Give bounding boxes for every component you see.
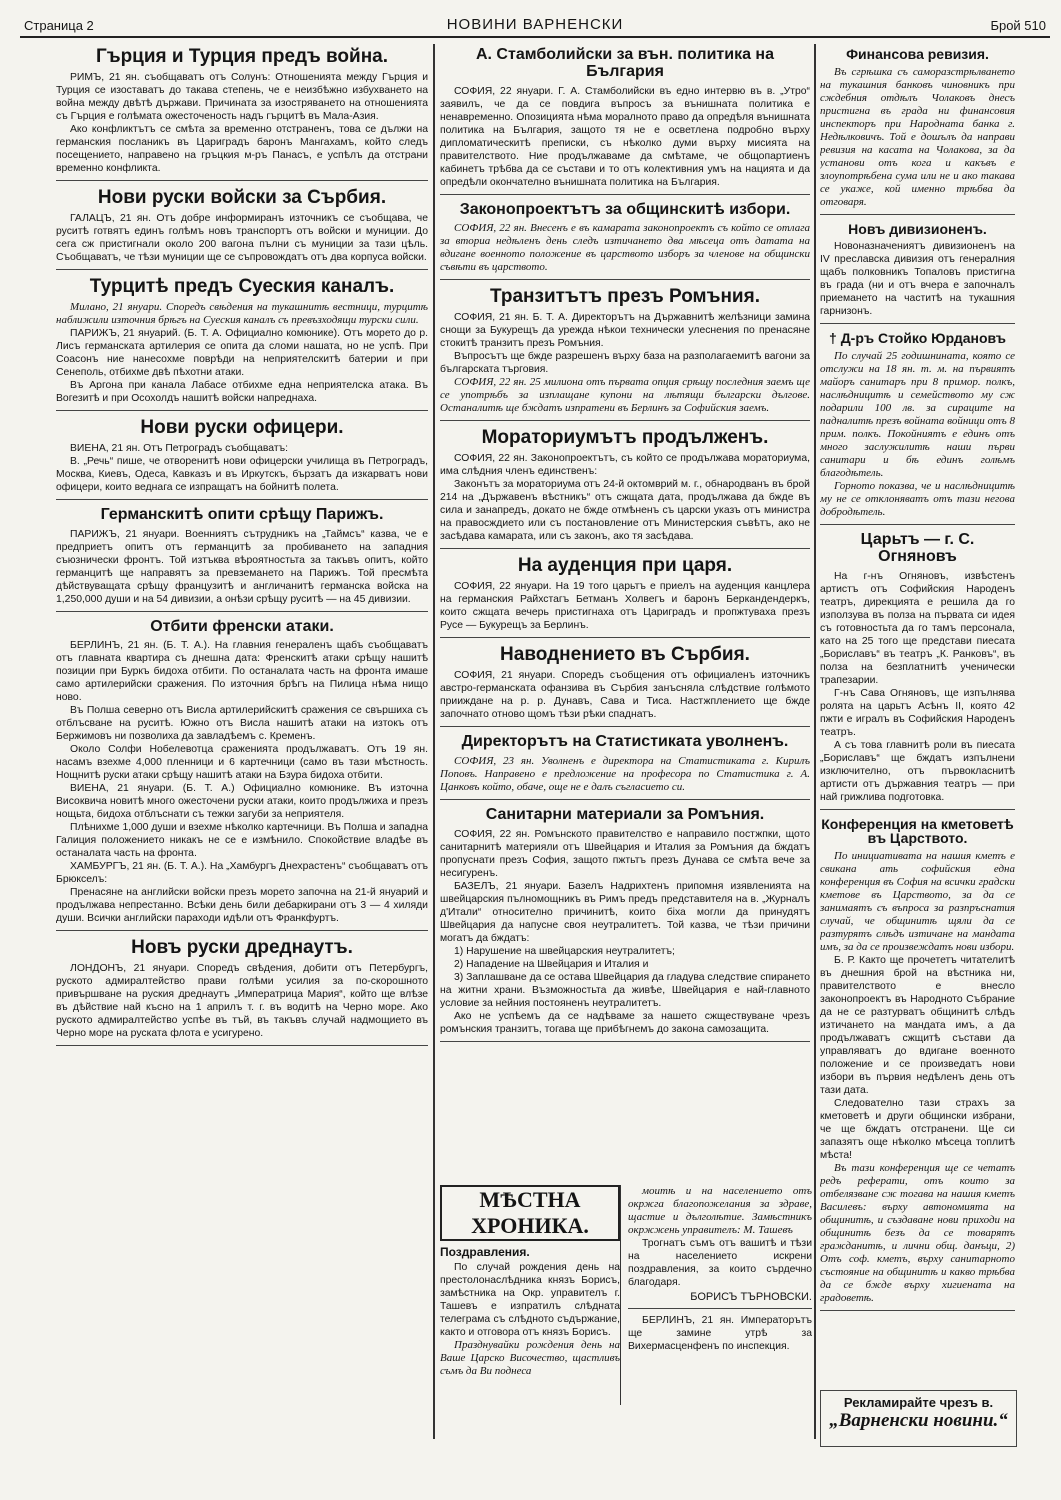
article-paragraph: СОФИЯ, 22 януари. На 19 того царьтъ е приелъ на ауденция канцлера на германския Райхстагъ Бетманъ Холвегъ и баронъ Беркандендеркъ, които сжщата вечерь пристигнаха отъ Цариградъ и пропжтуваха презъ Русе — Букурещъ за Берлинъ. xyxy=(440,581,810,632)
article xyxy=(56,188,428,270)
article-paragraph: 3) Заплашване да се остава Швейцария да гладува следствие спирането на житни храни. Възможностьта да живѣе, Швейцария е най-главното условие за нейния постояненъ неутралитетъ. xyxy=(440,971,810,1009)
article-divider xyxy=(820,214,1015,215)
article xyxy=(56,47,428,181)
article-divider xyxy=(56,180,428,181)
article-paragraph: ХАМБУРГЪ, 21 ян. (Б. Т. А.). На „Хамбургъ Днехрастенъ“ съобщаватъ отъ Брюкселъ: xyxy=(56,861,428,886)
chronicle-right-text: Трогнатъ съмъ отъ вашитѣ и тѣзи на населението искрени поздравления, за които сърдечно благодаря. xyxy=(628,1238,812,1288)
article-divider xyxy=(440,1041,810,1042)
article-headline: Царьтъ — г. С. Огняновъ xyxy=(860,531,975,565)
article-paragraph: СОФИЯ, 22 ян. Ромънското правителство е направило постжпки, щото санитарнитѣ материяли отъ Швейцария и Италия за Ромъния да бждатъ пропуснати презъ София, защото пжтьтъ презъ Дунава се смѣта вече за несигуренъ. xyxy=(440,828,810,879)
page-header xyxy=(20,10,1050,38)
article-paragraph: Въ Полша северно отъ Висла артилерийскитѣ сражения се свършиха съ отблъсване на руситѣ. Южно отъ Висла нашитѣ атаки на изтокъ отъ Бержимовъ ни позволиха да завладѣемъ с. Кременъ. xyxy=(56,705,428,743)
issue-number: Брой 510 xyxy=(990,18,1046,33)
article xyxy=(440,556,810,638)
chronicle-title: МѢСТНА ХРОНИКА. xyxy=(440,1185,620,1241)
column-1 xyxy=(56,44,428,1434)
newspaper-title: НОВИНИ ВАРНЕНСКИ xyxy=(446,16,624,33)
article-paragraph: СОФИЯ, 22 ян. Законопроектътъ, съ който се продължава мораториума, има слѣдния членъ единственъ: xyxy=(440,453,810,478)
article-divider xyxy=(820,1310,1015,1311)
article-divider xyxy=(56,499,428,500)
article xyxy=(820,532,1015,810)
article-headline: Мораториумътъ продълженъ. xyxy=(481,427,769,449)
article-divider xyxy=(440,637,810,638)
article-paragraph: СОФИЯ, 21 януари. Споредъ съобщения отъ официаленъ източникъ австро-германската офанзива въ Сърбия занъсняла слѣдствие голѣмото прииждане на р. р. Дунавъ, Сава и Тиса. Настжплението ще бжде започнато отново щомъ тѣзи рѣки спаднатъ. xyxy=(440,670,810,721)
article xyxy=(820,47,1015,215)
article xyxy=(820,331,1015,525)
ad-line-2: „Варненски новини.“ xyxy=(829,1410,1008,1431)
article-divider xyxy=(440,420,810,421)
article-paragraph: Около Солфи Нобелевотца сраженията продължаватъ. Отъ 19 ян. насамъ взехме 4,000 пленници и 6 картечници (само въ тази мѣстность. Нощнитѣ руски атаки срѣщу нашитѣ атаки на Бзура бидоха отбити. xyxy=(56,744,428,782)
article-paragraph: ПАРИЖЪ, 21 януарий. (Б. Т. А. Официално комюнике). Отъ морето до р. Лисъ германската артилерия се опита да сломи нашата, но не успѣ. При Соасонъ ние нанесохме поврѣди на неприятелскитѣ батерии и при Сенеполь, отбихме двѣ пѣхотни атаки. xyxy=(56,327,428,378)
chronicle-text: По случай рождения день на престолонаслѣдника князъ Борисъ, замѣстника на Окр. управителъ г. Ташевъ е изпратилъ слѣдната телеграма съ слѣдното съдържание, както и отговора отъ князъ Борисъ. xyxy=(440,1262,620,1338)
article xyxy=(56,277,428,411)
article-headline: Законопроектътъ за общинскитѣ избори. xyxy=(459,200,791,218)
signature: БОРИСЪ ТЪРНОВСКИ. xyxy=(690,1291,812,1303)
article-headline: Нови руски офицери. xyxy=(140,416,344,438)
article xyxy=(440,807,810,1042)
article-headline: Отбити френски атаки. xyxy=(150,617,334,635)
chronicle-italic: Празднувайки рождения день на Ваше Царско Височество, щастливъ съмъ да Ви поднеса xyxy=(440,1339,620,1377)
article-headline: Директорътъ на Статистиката уволненъ. xyxy=(461,733,789,751)
column-3 xyxy=(820,44,1015,1434)
article-divider xyxy=(440,726,810,727)
article-paragraph: А съ това главнитѣ роли въ пиесата „Бориславъ“ ще бждатъ изпълнени изключително, отъ първокласнитѣ артисти отъ държавния театръ — при най грижлива подготовка. xyxy=(820,739,1015,803)
article-paragraph: ГАЛАЦЪ, 21 ян. Отъ добре информиранъ източникъ се съобщава, че руситѣ готвятъ единъ голѣмъ новъ транспортъ отъ войски и муниции. До сега сж пристигнали около 200 вагона пълни съ муниции за тази цѣль. Съобщаватъ, че тѣзи муниции ще се съпровождатъ отъ два корпуса войски. xyxy=(56,212,428,263)
advertisement xyxy=(820,1390,1017,1447)
article-divider xyxy=(440,194,810,195)
article-paragraph: ЛОНДОНЪ, 21 януари. Споредъ свѣдения, добити отъ Петербургъ, руското адмиралтейство прави голѣми усилия за по-скорошното привършване на руския дреднаутъ „Императрица Мария“, който ще влѣзе въ дѣйствие най късно на 1 априлъ т. г. въ водитѣ на Черно море. Ако руското адмиралтейство успѣе въ тъй, въ такъвъ случай надмощието въ Черно море на руската флота е усигурено. xyxy=(56,963,428,1040)
article-italic-text: Въ тази конференция ще се четатъ редъ реферати, отъ които за отбелязване сж тогава на нашия кметъ Василевъ: върху автономията на общинитѣ, и създаване нови приходи на общинитѣ безъ да се товарятъ гражданитѣ, и лични общ. данъци, 2) Отъ соф. кметъ, върху санитарното състояние на общинитѣ и какво трѣбва да се бжде върху хигиената на градоветѣ. xyxy=(820,1162,1015,1305)
chronicle-continued xyxy=(628,1185,812,1405)
article-paragraph: Г-нъ Сава Огняновъ, ще изпълнява ролята на царьтъ Асѣнъ II, която 42 пжти е игралъ въ Софийския Народенъ театръ. xyxy=(820,687,1015,738)
chronicle-subheading: Поздравления. xyxy=(440,1245,530,1259)
article xyxy=(56,619,428,932)
article-italic-text: СОФИЯ, 22 ян. Внесенъ е въ камарата законопроектъ съ който се отлага за вториа недѣленъ день следъ изтичането два мѣсеца отъ датата на вдигане военното положение въ царството изборъ за членове на общински съвѣти въ царството. xyxy=(440,222,810,274)
article-paragraph: Законътъ за мораториума отъ 24-й октомврий м. г., обнародванъ въ брой 214 на „Държавенъ вѣстникъ“ отъ сжщата дата, продължава да бжде въ сила и занапредъ, докато не бжде отмѣненъ съ царски указъ отъ министра на правосждието или съ постановление отъ Министерския съвѣтъ, ако не засѣдава камарата, или съ законъ, ако тя засѣдава. xyxy=(440,479,810,543)
article-paragraph: Б. Р. Както ще прочететъ читателитѣ въ днешния брой на вѣстника ни, правителството е внесло законопроектъ въ Народното Събрание да не се разтурватъ общинитѣ слѣдъ изтичането на мандата имъ, а да продължаватъ сжщитѣ състави да управляватъ до вдигане военното положение и се произведатъ нови избори въ първия недѣленъ день отъ тази дата. xyxy=(820,955,1015,1097)
article-divider xyxy=(820,524,1015,525)
column-2 xyxy=(440,44,810,1174)
article-paragraph: СОФИЯ, 21 ян. Б. Т. А. Директорътъ на Държавнитѣ желѣзници замина снощи за Букурещъ да урежда нѣкои технически улеснения по пренасяне стокитѣ транзитъ презъ Ромъния. xyxy=(440,312,810,350)
article-paragraph: БЕРЛИНЪ, 21 ян. (Б. Т. А.). На главния генераленъ щабъ съобщаватъ отъ главната квартира съ днешна дата: Френскитѣ атаки срѣщу нашитѣ позиции при Буркъ бидоха отбити. По останалата часть на фронта имаше само артилерийски сражения. По източния брѣгъ на Пилица нѣма нищо ново. xyxy=(56,640,428,704)
page-number: Страница 2 xyxy=(24,18,94,33)
article-paragraph: Ако не успѣемъ да се надѣваме за нашето сжществуване чрезъ ромънския транзитъ, тогава ще прибѣгнемъ до закона самозащита. xyxy=(440,1010,810,1035)
article-headline: Турцитѣ предъ Суеския каналъ. xyxy=(89,275,395,297)
article-italic-text: По инициативата на нашия кметъ е свикана ать софийския една конференция въ София на всички градски кметове въ Царството, за да се занимаятъ съ въпроса за разпръснатия случай, че общинитѣ щяли да се разтурятъ слѣдъ изтичане на мандата имъ, за да се произвеждатъ нови избори. xyxy=(820,850,1015,954)
article-italic-text: По случай 25 годишнината, която се отслужи на 18 ян. т. м. на първиятъ майоръ санитаръ при 8 примор. полкъ, наслѣдницитѣ и семейството му сж подарили 100 лв. за сираците на падналитѣ презъ войната войници отъ 8 прим. полкъ. Покойниятъ е единъ отъ много заслужилитѣ наши първи санитари и бѣ единъ голѣмъ благодѣтель. xyxy=(820,350,1015,480)
article-paragraph: ПАРИЖЪ, 21 януари. Военниятъ сътрудникъ на „Таймсъ“ казва, че е предприетъ опитъ отъ германцитѣ за пробиването на западния съюзнически фронтъ. Той изтъква вѣроятностьта за такъвъ опитъ, който германцитѣ ще направятъ за превземането на Парижъ. Той пресмѣта дѣйствуващата срѣщу французитѣ и англичанитѣ германска войска на 1,250,000 души и на 54 дивизии, а онѣзи срѣщу руситѣ — на 45 дивизии. xyxy=(56,528,428,605)
article-divider xyxy=(820,323,1015,324)
article-divider xyxy=(440,279,810,280)
article-paragraph: Въпросътъ ще бжде разрешенъ върху база на разполагаемитѣ вагони за българската търговия. xyxy=(440,351,810,376)
article-divider xyxy=(440,548,810,549)
article-paragraph: Пренасяне на английски войски презъ морето започна на 21-й януарий и продължава непрестанно. Всѣки день били дебаркирани отъ 3 — 4 хиляди души. Всички английски параходи идѣли отъ Франкфуртъ. xyxy=(56,887,428,925)
article-headline: Финансова ревизия. xyxy=(846,46,989,62)
column-divider xyxy=(433,44,435,1439)
article xyxy=(440,202,810,281)
berlin-note: БЕРЛИНЪ, 21 ян. Императорътъ ще замине утрѣ за Вихермасценфенъ по инспекция. xyxy=(628,1315,812,1352)
article-paragraph: Следователно тази страхъ за кметоветѣ и други общински избрани, че ще бждатъ отстранени. Ще си запазятъ още нѣколко мѣсеца топлитѣ мѣста! xyxy=(820,1098,1015,1162)
local-chronicle xyxy=(440,1185,621,1405)
article xyxy=(56,418,428,500)
article xyxy=(440,428,810,549)
article-paragraph: РИМЪ, 21 ян. съобщаватъ отъ Солунъ: Отношенията между Гърция и Турция се изоставатъ до такава степень, че е неизбѣжно избухването на война между двѣтѣ държави. Причината за изостряването на отношенията съ Гърция е голѣмата ожесточеность надъ гърцитѣ въ Мала-Азия. xyxy=(56,71,428,122)
article-paragraph: ВИЕНА, 21 ян. Отъ Петроградъ съобщаватъ: xyxy=(70,442,288,454)
article-italic-text: СОФИЯ, 23 ян. Уволненъ е директора на Статистиката г. Кирилъ Поповъ. Направено е предложение на професора по Статистика г. А. Цанковъ който, обаче, още не е далъ съгласието си. xyxy=(440,754,810,793)
article-headline: На ауденция при царя. xyxy=(517,555,733,577)
article-paragraph: На г-нъ Огняновъ, извѣстенъ артистъ отъ Софийския Народенъ театръ, дирекцията е решила да го използува въ полза на първата си идея съ готовностьта да го тамъ персонала, като на 25 того ще представи пиесата „Бориславъ“ въ театръ „К. Ранковъ“, въ полза на безплатнитѣ ученически трапезарии. xyxy=(820,570,1015,686)
article-divider xyxy=(56,1045,428,1046)
article-paragraph: 1) Нарушение на швейцарския неутралитетъ; xyxy=(454,945,675,957)
article-italic-text: Милано, 21 януари. Споредъ свѣдения на тукашнитѣ вестници, турцитѣ наближили източния брѣгъ на Суеския каналъ съ превъзходящи турски сили. xyxy=(56,300,428,326)
article-divider xyxy=(56,269,428,270)
article xyxy=(440,47,810,195)
article-paragraph: 2) Нападение на Швейцария и Италия и xyxy=(454,958,649,970)
column-divider xyxy=(814,44,816,1439)
article-paragraph: ВИЕНА, 21 януари. (Б. Т. А.) Официално комюнике. Въ източна Високвича новитѣ много ожесточени руски атаки, които продължиха и презъ нощьта, бидоха отблъснати съ тежки загуби за неприятеля. xyxy=(56,783,428,821)
article-divider xyxy=(56,611,428,612)
article-italic-text: Въ сгрѣшка съ саморазстрѣлването на тукашния банковъ чиновникъ при сждебния отдѣлъ Чолаковъ днесъ пристигна въ града ни финансовия инспекторъ при Народната банка г. Недѣлковичъ. Той е дошълъ да направи ревизия на касата на Чолакова, за да установи отъ кога и какъвъ е злоупотрѣбена сума или не и ако такава се укаже, кой именно трѣбва да отговаря. xyxy=(820,65,1015,208)
ad-line-1: Рекламирайте чрезъ в. xyxy=(843,1395,994,1410)
article-divider xyxy=(56,930,428,931)
article-headline: Гърция и Турция предъ война. xyxy=(95,46,389,67)
article-paragraph: Ако конфликтътъ се смѣта за временно отстраненъ, това се дължи на германския посланикъ въ Цариградъ баронъ Мангахамъ, който следъ посещението, направено на гръцкия м-ръ Панасъ, е успѣлъ да отстрани временно конфликта. xyxy=(56,123,428,174)
divider xyxy=(628,1308,812,1309)
article-divider xyxy=(56,410,428,411)
article xyxy=(440,287,810,421)
article-headline: А. Стамболийски за вън. политика на България xyxy=(475,46,774,80)
article-divider xyxy=(820,809,1015,810)
article-paragraph: Въ Аргона при канала Лабасе отбихме една неприятелска атака. Въ Вогезитѣ и при Осохолдъ нашитѣ войски напреднаха. xyxy=(56,379,428,404)
article-headline: Новъ дивизионенъ. xyxy=(848,220,987,237)
chronicle-right-italic: моитѣ и на населението отъ окржга благопожелания за здраве, щастие и дълголѣтие. Замѣстникъ окржжень управителъ: М. Ташевъ xyxy=(628,1185,812,1236)
article-headline: Нови руски войски за Сърбия. xyxy=(97,186,387,208)
article xyxy=(56,507,428,612)
article xyxy=(440,645,810,727)
article-paragraph: СОФИЯ, 22 януари. Г. А. Стамболийски въ едно интервю въ в. „Утро“ заявилъ, че да се повдига въпросъ за вънишната политика е ненавременно. Опозицията нѣма моралното право да опредѣля вънишната политика на България, защото тя не е осветлена подробно върху дипломатическитѣ преписки, съ нѣколко думи върху мисията на правителството. Ние продължаваме да смѣтаме, че общопартиенъ кабинетъ трѣбва да се състави и то отъ колективния умъ на нацията и да опредѣли окончателно вънишната политика на България. xyxy=(440,85,810,188)
article xyxy=(820,817,1015,1311)
article xyxy=(56,938,428,1046)
article-italic-text: Горното показва, че и наслѣдницитѣ му не се отклоняватъ отъ тази негова добродѣтель. xyxy=(820,480,1015,519)
article-headline: Конференция на кметоветѣ въ Царството. xyxy=(821,815,1014,847)
article-paragraph: Плѣнихме 1,000 души и взехме нѣколко картечници. Въ Полша и западна Галиция положението никакъ не се е измѣнило. Спокойствие владѣе въ останалата часть на фронта. xyxy=(56,822,428,860)
article-headline: Санитарни материали за Ромъния. xyxy=(485,805,765,823)
article-paragraph: Новоназначениятъ дивизионенъ на IV преславска дивизия отъ генералния щабъ полковникъ Топаловъ пристигна въ града (ни и отъ вчера е започналъ приемането на частитѣ на тукашния гарнизонъ. xyxy=(820,241,1015,318)
article-headline: † Д-ръ Стойко Юрдановъ xyxy=(829,330,1006,347)
article-paragraph: В. „Речь“ пише, че отворенитѣ нови офицерски училища въ Петроградъ, Москва, Киевъ, Одеса, Кавказъ и въ Иркутскъ, бързатъ да изкарватъ нови офицери, които веднага се изпращатъ на бойнитѣ полета. xyxy=(56,455,428,493)
article xyxy=(820,222,1015,325)
article-headline: Германскитѣ опити срѣщу Парижъ. xyxy=(100,505,384,523)
article-headline: Наводнението въ Сърбия. xyxy=(500,644,750,666)
article xyxy=(440,734,810,800)
article-paragraph: БАЗЕЛЪ, 21 януари. Базелъ Надрихтенъ припомня изявленията на швейцарския пълномощникъ въ Римъ предъ представителя на в. „Журналъ д'Итали“ относително причинитѣ, които бiха могли да принудятъ Швейцария да напусне своя неутралитетъ. Той казва, че тѣзи причини могатъ да бждатъ: xyxy=(440,880,810,944)
article-divider xyxy=(440,799,810,800)
article-headline: Новъ руски дреднаутъ. xyxy=(131,937,353,959)
article-headline: Транзитътъ презъ Ромъния. xyxy=(490,286,760,308)
article-italic-text: СОФИЯ, 22 ян. 25 милиона отъ първата опция срѣщу последния заемъ ще се употрѣбъ за изплащане купони на лѣтящи български дългове. Останалитѣ ще бждатъ изпратени въ Берлинъ за Софийския заемъ. xyxy=(440,376,810,415)
